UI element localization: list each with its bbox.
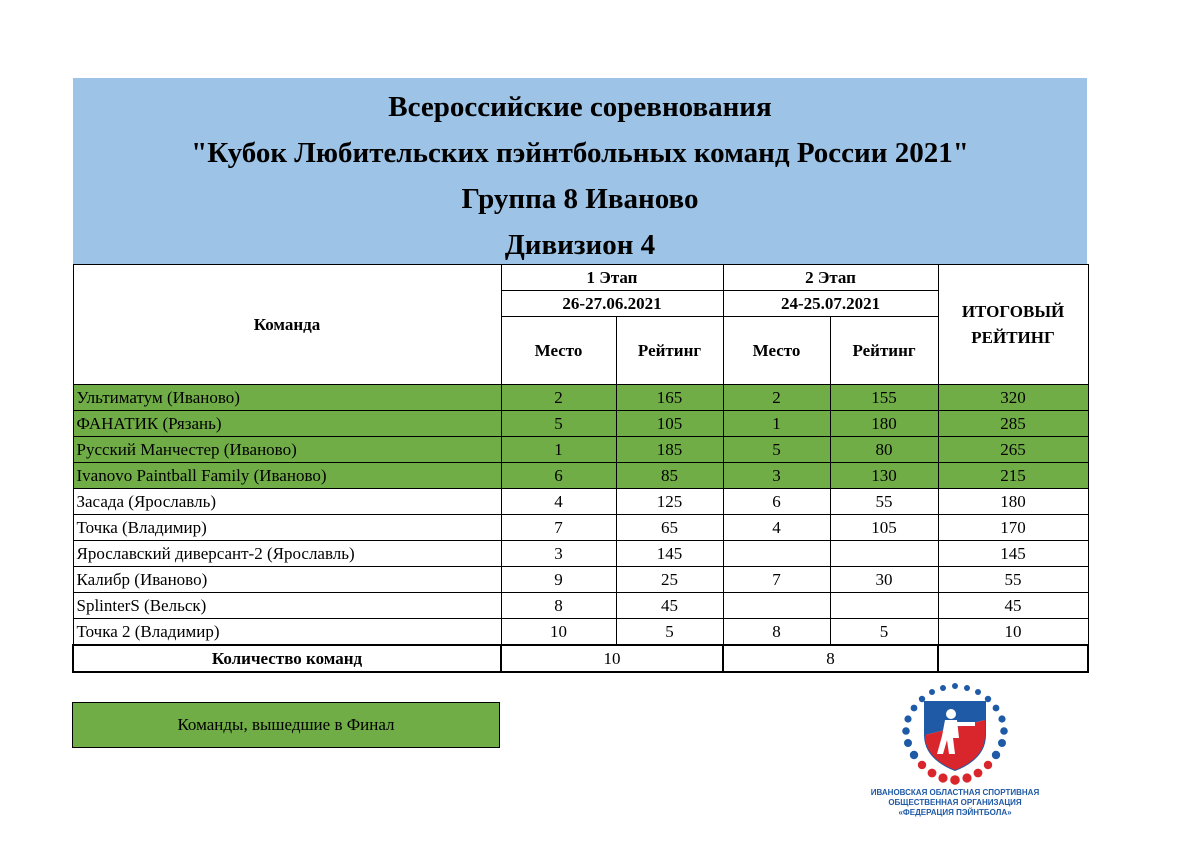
total-cell: 265 <box>938 437 1088 463</box>
col-header-place-1: Место <box>501 317 616 385</box>
total-cell: 215 <box>938 463 1088 489</box>
total-cell: 55 <box>938 567 1088 593</box>
stage2-dates: 24-25.07.2021 <box>723 291 938 317</box>
place-1-cell: 7 <box>501 515 616 541</box>
rating-1-cell: 5 <box>616 619 723 646</box>
team-cell: Ivanovo Paintball Family (Иваново) <box>73 463 501 489</box>
col-header-team: Команда <box>73 265 501 385</box>
place-2-cell <box>723 541 830 567</box>
total-header-text: ИТОГОВЫЙ РЕЙТИНГ <box>961 301 1065 347</box>
rating-2-cell: 105 <box>830 515 938 541</box>
place-1-cell: 4 <box>501 489 616 515</box>
stage2-title: 2 Этап <box>723 265 938 291</box>
total-cell: 285 <box>938 411 1088 437</box>
team-cell: SplinterS (Вельск) <box>73 593 501 619</box>
title-line-2: "Кубок Любительских пэйнтбольных команд России 2021" <box>191 137 969 169</box>
table-row <box>73 593 1088 619</box>
team-cell: Засада (Ярославль) <box>73 489 501 515</box>
total-cell: 170 <box>938 515 1088 541</box>
col-header-rating-1: Рейтинг <box>616 317 723 385</box>
title-line-3: Группа 8 Иваново <box>461 183 699 215</box>
place-2-cell: 4 <box>723 515 830 541</box>
place-1-cell: 10 <box>501 619 616 646</box>
table-row <box>73 515 1088 541</box>
federation-name-line-3: «ФЕДЕРАЦИЯ ПЭЙНТБОЛА» <box>898 808 1012 817</box>
total-cell: 10 <box>938 619 1088 646</box>
total-cell: 45 <box>938 593 1088 619</box>
team-cell: Точка (Владимир) <box>73 515 501 541</box>
title-line-1: Всероссийские соревнования <box>388 91 772 123</box>
rating-2-cell: 30 <box>830 567 938 593</box>
rating-2-cell <box>830 541 938 567</box>
table-row <box>73 567 1088 593</box>
count-label: Количество команд <box>73 645 501 672</box>
place-1-cell: 8 <box>501 593 616 619</box>
rating-1-cell: 45 <box>616 593 723 619</box>
team-cell: Калибр (Иваново) <box>73 567 501 593</box>
legend-label: Команды, вышедшие в Финал <box>177 715 395 734</box>
table-row <box>73 437 1088 463</box>
rating-2-cell: 130 <box>830 463 938 489</box>
total-cell: 180 <box>938 489 1088 515</box>
place-1-cell: 2 <box>501 385 616 411</box>
count-stage2: 8 <box>723 645 938 672</box>
place-2-cell: 7 <box>723 567 830 593</box>
table-row <box>73 541 1088 567</box>
rating-2-cell: 55 <box>830 489 938 515</box>
total-cell: 145 <box>938 541 1088 567</box>
place-2-cell: 3 <box>723 463 830 489</box>
paintball-player-shield-logo-icon <box>895 680 1015 790</box>
total-cell: 320 <box>938 385 1088 411</box>
team-cell: Ультиматум (Иваново) <box>73 385 501 411</box>
federation-name-line-1: ИВАНОВСКАЯ ОБЛАСТНАЯ СПОРТИВНАЯ <box>870 788 1040 797</box>
col-header-place-2: Место <box>723 317 830 385</box>
rating-1-cell: 165 <box>616 385 723 411</box>
team-cell: Точка 2 (Владимир) <box>73 619 501 646</box>
rating-1-cell: 85 <box>616 463 723 489</box>
col-header-total <box>938 265 1088 385</box>
place-2-cell: 5 <box>723 437 830 463</box>
title-banner <box>73 78 1087 264</box>
place-2-cell: 6 <box>723 489 830 515</box>
place-2-cell: 1 <box>723 411 830 437</box>
place-2-cell: 8 <box>723 619 830 646</box>
team-cell: Русский Манчестер (Иваново) <box>73 437 501 463</box>
rating-1-cell: 105 <box>616 411 723 437</box>
place-1-cell: 6 <box>501 463 616 489</box>
table-row <box>73 489 1088 515</box>
table-row <box>73 385 1088 411</box>
rating-1-cell: 25 <box>616 567 723 593</box>
place-1-cell: 1 <box>501 437 616 463</box>
team-cell: Ярославский диверсант-2 (Ярославль) <box>73 541 501 567</box>
federation-name-line-2: ОБЩЕСТВЕННАЯ ОРГАНИЗАЦИЯ <box>888 798 1022 807</box>
rating-1-cell: 125 <box>616 489 723 515</box>
table-row <box>73 411 1088 437</box>
rating-2-cell: 5 <box>830 619 938 646</box>
team-cell: ФАНАТИК (Рязань) <box>73 411 501 437</box>
federation-logo <box>860 680 1050 830</box>
results-table <box>72 264 1089 673</box>
place-2-cell: 2 <box>723 385 830 411</box>
rating-2-cell <box>830 593 938 619</box>
stage1-title: 1 Этап <box>501 265 723 291</box>
finalists-legend <box>72 702 500 748</box>
place-1-cell: 3 <box>501 541 616 567</box>
rating-2-cell: 80 <box>830 437 938 463</box>
rating-2-cell: 180 <box>830 411 938 437</box>
count-total-empty <box>938 645 1088 672</box>
table-row <box>73 619 1088 646</box>
rating-1-cell: 65 <box>616 515 723 541</box>
rating-2-cell: 155 <box>830 385 938 411</box>
count-stage1: 10 <box>501 645 723 672</box>
title-line-4: Дивизион 4 <box>504 229 656 261</box>
federation-name <box>860 788 1050 818</box>
place-1-cell: 5 <box>501 411 616 437</box>
stage1-dates: 26-27.06.2021 <box>501 291 723 317</box>
table-row <box>73 463 1088 489</box>
place-2-cell <box>723 593 830 619</box>
rating-1-cell: 185 <box>616 437 723 463</box>
rating-1-cell: 145 <box>616 541 723 567</box>
col-header-rating-2: Рейтинг <box>830 317 938 385</box>
place-1-cell: 9 <box>501 567 616 593</box>
